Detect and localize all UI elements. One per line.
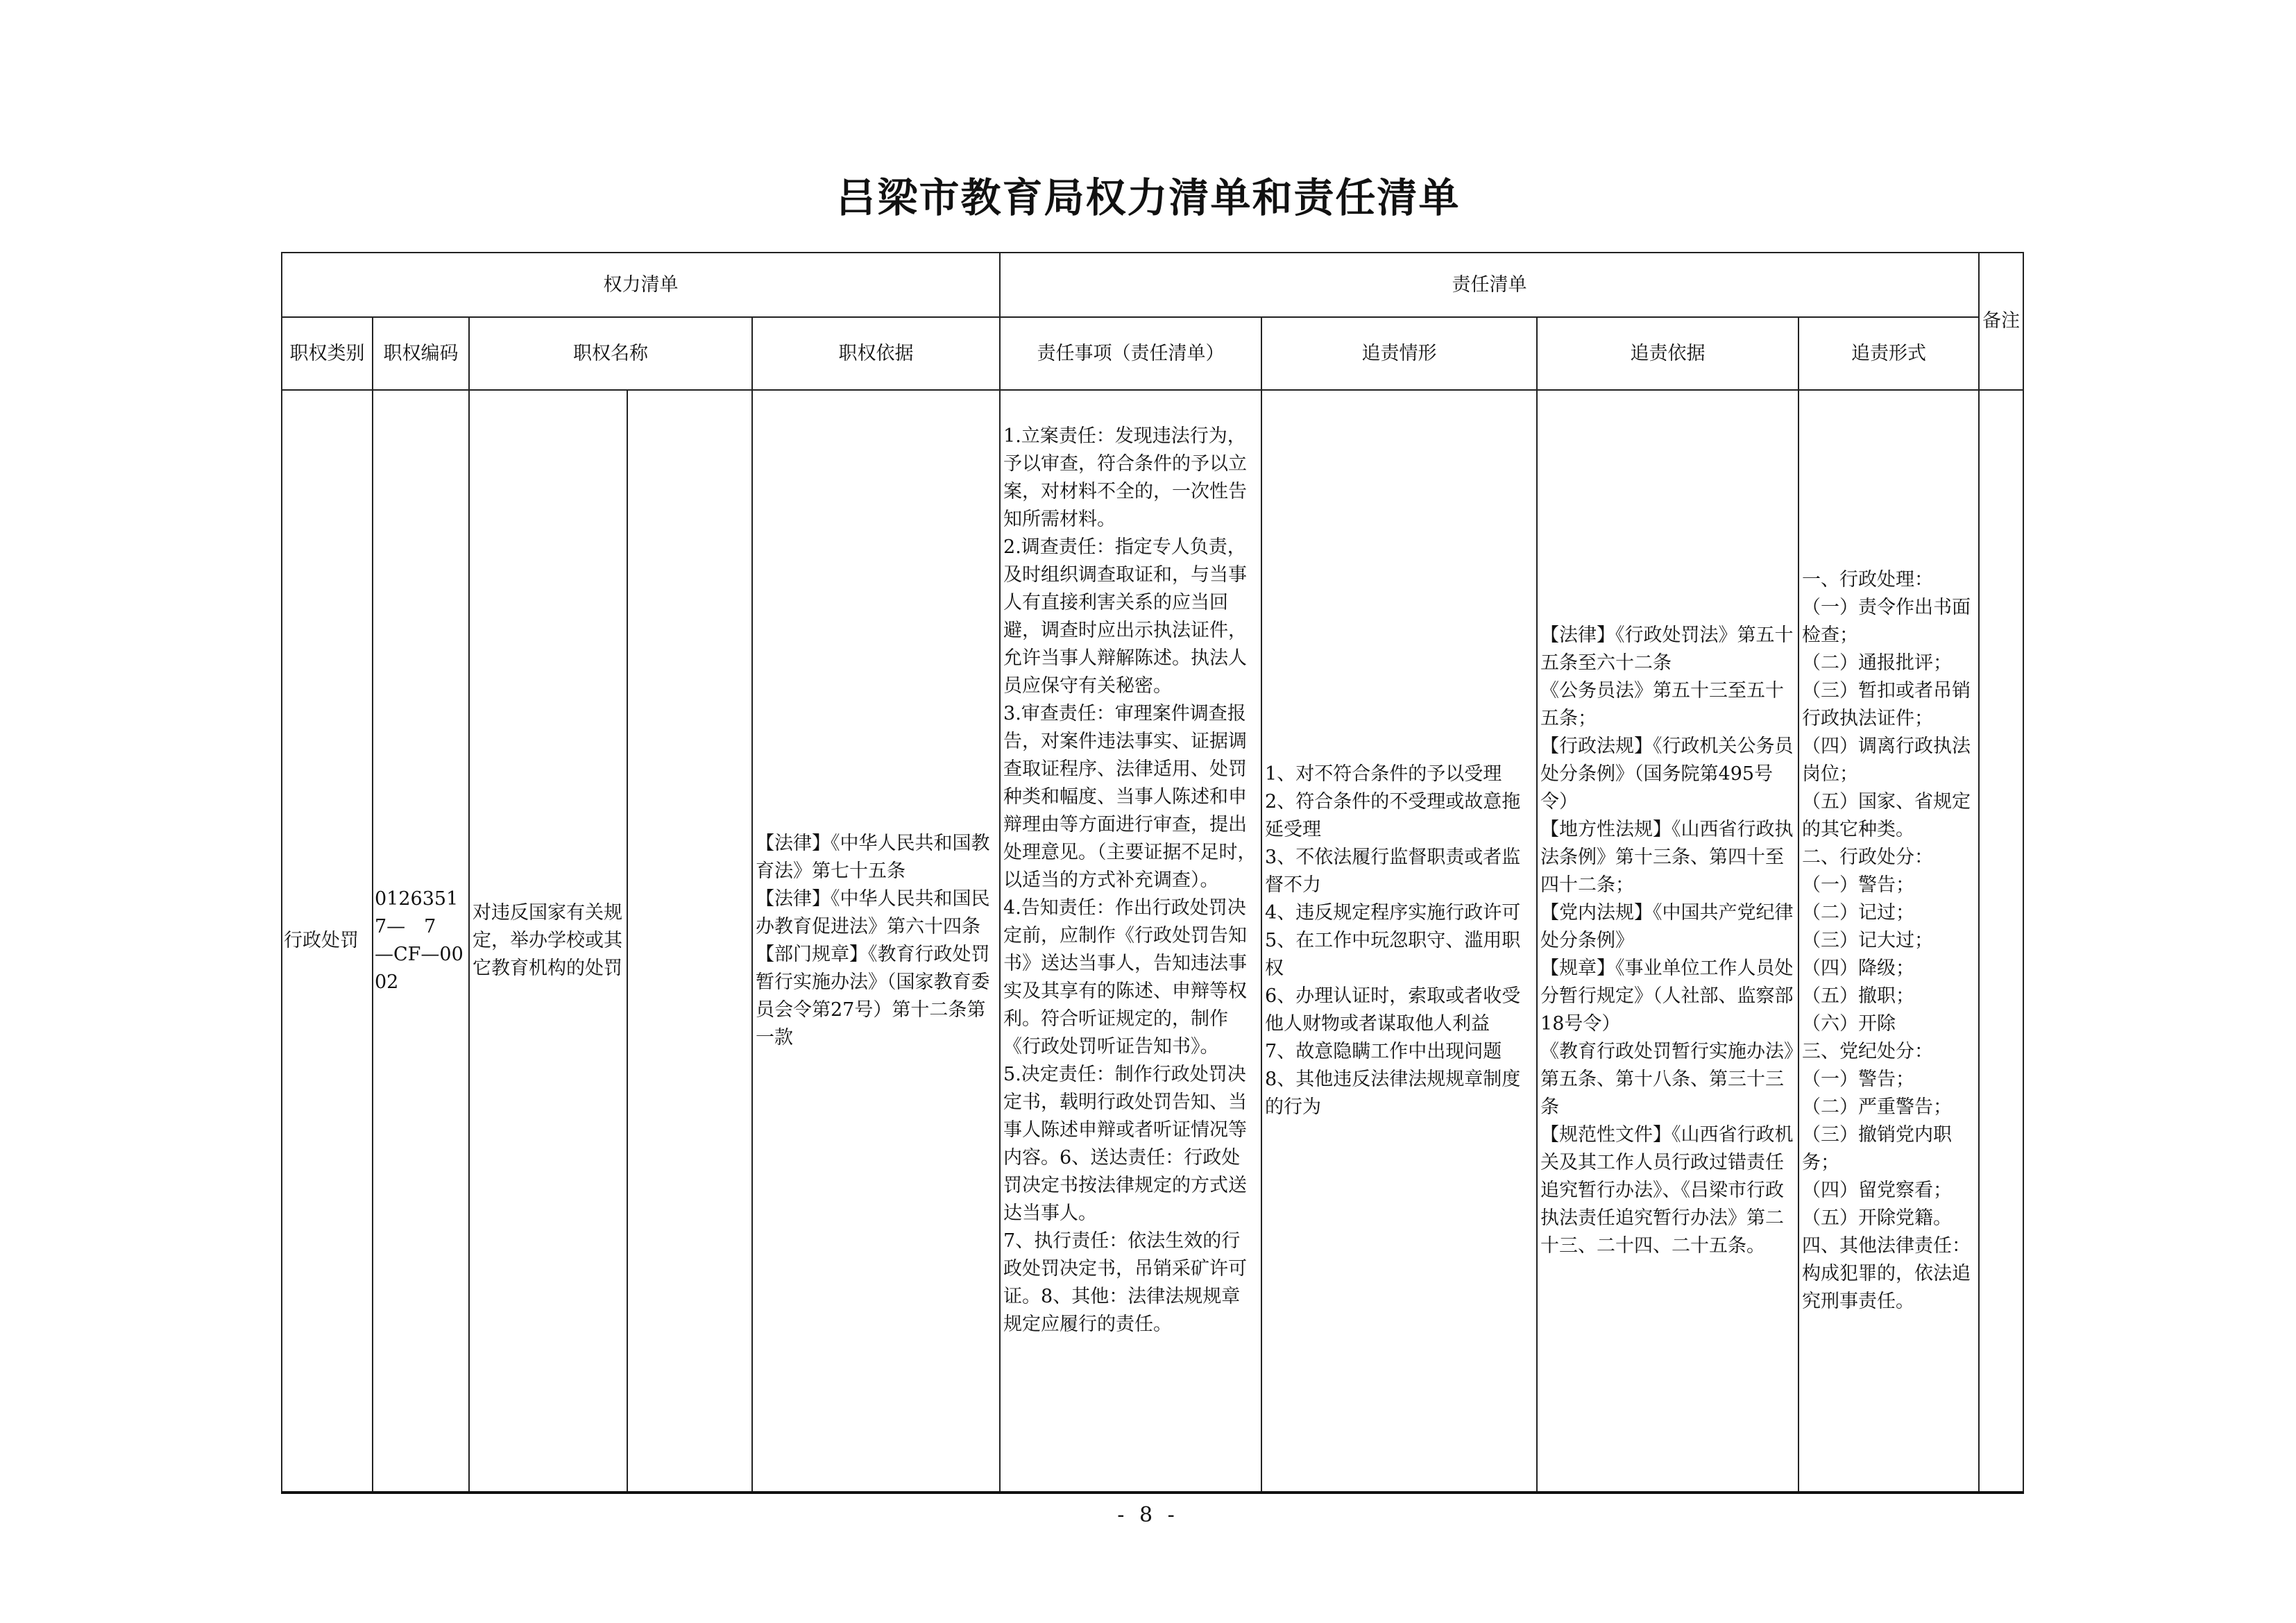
header-form: 追责形式 — [1798, 317, 1979, 390]
header-duty: 责任事项（责任清单） — [1000, 317, 1261, 390]
cell-remark — [1979, 390, 2023, 1493]
column-header-row — [282, 317, 2023, 390]
cell-duty: 1.立案责任：发现违法行为，予以审查，符合条件的予以立案，对材料不全的，一次性告知所需材料。 2.调查责任：指定专人负责，及时组织调查取证和，与当事人有直接利害关系的应当回避，调查时应出示执法证件，允许当事人辩解陈述。执法人员应保守有关秘密。 3.审查责任：审理案件调查报告，对案件违法事实、证据调查取证程序、法律适用、处罚种类和幅度、当事人陈述和申辩理由等方面进行审查，提出处理意见。（主要证据不足时，以适当的方式补充调查）。 4.告知责任：作出行政处罚决定前，应制作《行政处罚告知书》送达当事人，告知违法事实及其享有的陈述、申辩等权利。符合听证规定的，制作《行政处罚听证告知书》。 5.决定责任：制作行政处罚决定书，载明行政处罚告知、当事人陈述申辩或者听证情况等内容。6、送达责任：行政处罚决定书按法律规定的方式送达当事人。 7、执行责任：依法生效的行政处罚决定书，吊销采矿许可证。8、其他：法律法规规章规定应履行的责任。 — [1000, 390, 1261, 1493]
cell-basis: 【法律】《中华人民共和国教育法》第七十五条 【法律】《中华人民共和国民办教育促进法》第六十四条 【部门规章】《教育行政处罚暂行实施办法》（国家教育委员会令第27号）第十二条第一款 — [752, 390, 1000, 1493]
table-row — [282, 390, 2023, 1493]
remark-header: 备注 — [1979, 253, 2023, 390]
cell-subname — [627, 390, 752, 1493]
cell-situation: 1、对不符合条件的予以受理 2、符合条件的不受理或故意拖延受理 3、不依法履行监督职责或者监督不力 4、违反规定程序实施行政许可 5、在工作中玩忽职守、滥用职权 6、办理认证时，索取或者收受他人财物或者谋取他人利益 7、故意隐瞒工作中出现问题 8、其他违反法律法规规章制度的行为 — [1261, 390, 1537, 1493]
power-list-header: 权力清单 — [282, 253, 1000, 317]
group-header-row — [282, 253, 2023, 317]
header-category: 职权类别 — [282, 317, 373, 390]
header-accountability-basis: 追责依据 — [1537, 317, 1798, 390]
power-responsibility-table — [281, 252, 2024, 1494]
cell-code: 01263517— 7 —CF—0002 — [373, 390, 469, 1493]
page-number: - 8 - — [1117, 1503, 1179, 1527]
page-title: 吕梁市教育局权力清单和责任清单 — [835, 174, 1461, 221]
cell-name: 对违反国家有关规定，举办学校或其它教育机构的处罚 — [469, 390, 627, 1493]
header-code: 职权编码 — [373, 317, 469, 390]
cell-form: 一、行政处理： （一）责令作出书面检查； （二）通报批评； （三）暂扣或者吊销行政执法证件； （四）调离行政执法岗位； （五）国家、省规定的其它种类。 二、行政处分： （一）警告； （二）记过； （三）记大过； （四）降级； （五）撤职； （六）开除 三、党纪处分： （一）警告； （二）严重警告； （三）撤销党内职务； （四）留党察看； （五）开除党籍。 四、其他法律责任：构成犯罪的，依法追究刑事责任。 — [1798, 390, 1979, 1493]
header-situation: 追责情形 — [1261, 317, 1537, 390]
cell-category: 行政处罚 — [282, 390, 373, 1493]
cell-accountability-basis: 【法律】《行政处罚法》第五十五条至六十二条 《公务员法》第五十三至五十五条； 【行政法规】《行政机关公务员处分条例》（国务院第495号令） 【地方性法规】《山西省行政执法条例》第十三条、第四十至四十二条； 【党内法规】《中国共产党纪律处分条例》 【规章】《事业单位工作人员处分暂行规定》（人社部、监察部18号令） 《教育行政处罚暂行实施办法》第五条、第十八条、第三十三条 【规范性文件】《山西省行政机关及其工作人员行政过错责任追究暂行办法》、《吕梁市行政执法责任追究暂行办法》第二十三、二十四、二十五条。 — [1537, 390, 1798, 1493]
responsibility-list-header: 责任清单 — [1000, 253, 1979, 317]
header-basis: 职权依据 — [752, 317, 1000, 390]
header-name: 职权名称 — [469, 317, 752, 390]
